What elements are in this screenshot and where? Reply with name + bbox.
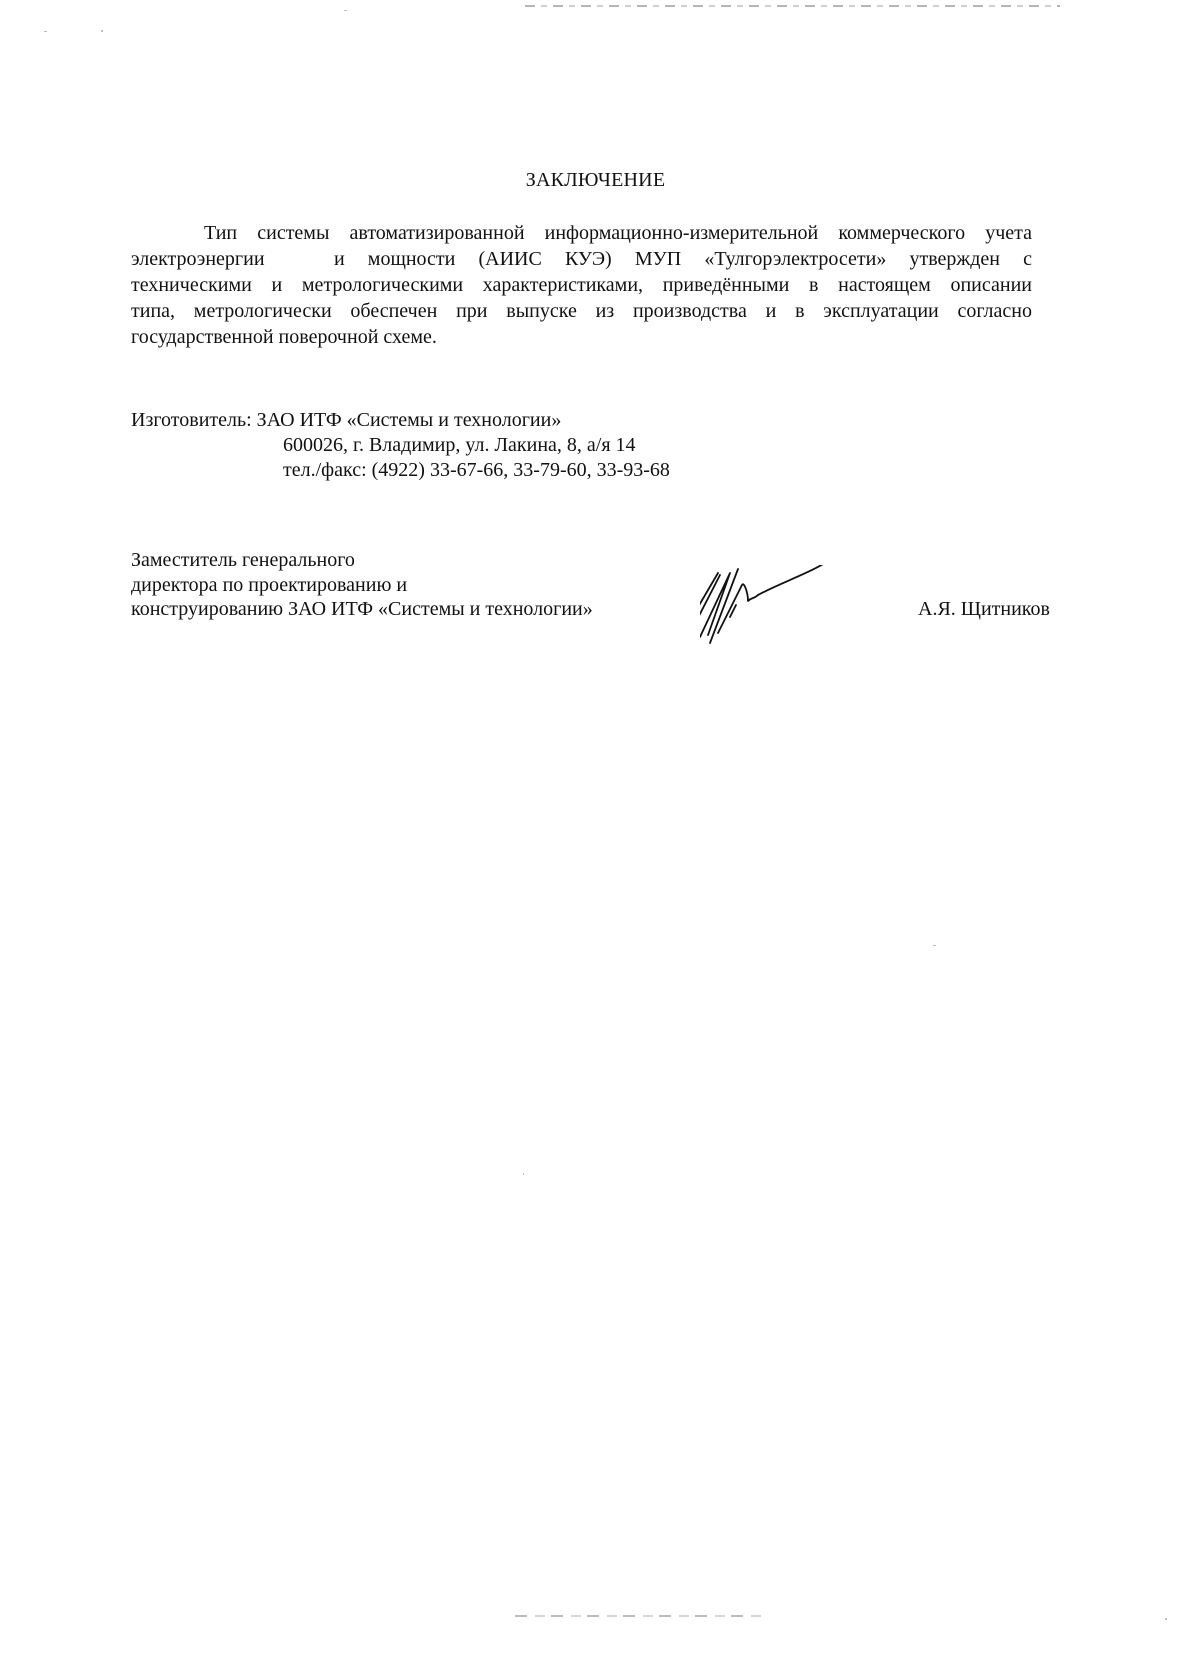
conclusion-line: техническими и метрологическими характеристиками, приведёнными в настоящем описании [131,274,1032,296]
scan-artifact-bottom [515,1615,765,1617]
conclusion-line: типа, метрологически обеспечен при выпуске из производства и в эксплуатации согласно [131,300,1032,322]
manufacturer-phone: тел./факс: (4922) 33-67-66, 33-79-60, 33-93-68 [283,459,670,481]
conclusion-line: Тип системы автоматизированной информационно-измерительной коммерческого учета [204,222,1032,244]
conclusion-line: государственной поверочной схеме. [131,326,437,348]
scan-speck [101,30,103,32]
signer-name: А.Я. Щитников [918,598,1050,620]
position-line: директора по проектированию и [131,573,408,596]
conclusion-line: электроэнергии и мощности (АИИС КУЭ) МУП «Тулгорэлектросети» утвержден с [131,248,1032,270]
scan-speck [1165,1618,1167,1620]
document-title: ЗАКЛЮЧЕНИЕ [525,169,666,191]
scan-speck [933,945,936,946]
manufacturer-name: Изготовитель: ЗАО ИТФ «Системы и технологии» [131,409,562,431]
conclusion-paragraph [131,220,1032,350]
handwritten-signature-icon [700,565,870,655]
position-line: конструированию ЗАО ИТФ «Системы и технологии» [131,598,593,620]
scan-speck [523,1173,524,1175]
position-line: Заместитель генерального [131,549,355,571]
scan-speck [344,10,347,11]
signatory-position [131,548,593,622]
manufacturer-block [131,408,670,483]
scan-artifact-top [525,5,1060,7]
manufacturer-address: 600026, г. Владимир, ул. Лакина, 8, а/я 14 [283,434,636,456]
scan-speck [44,31,47,32]
